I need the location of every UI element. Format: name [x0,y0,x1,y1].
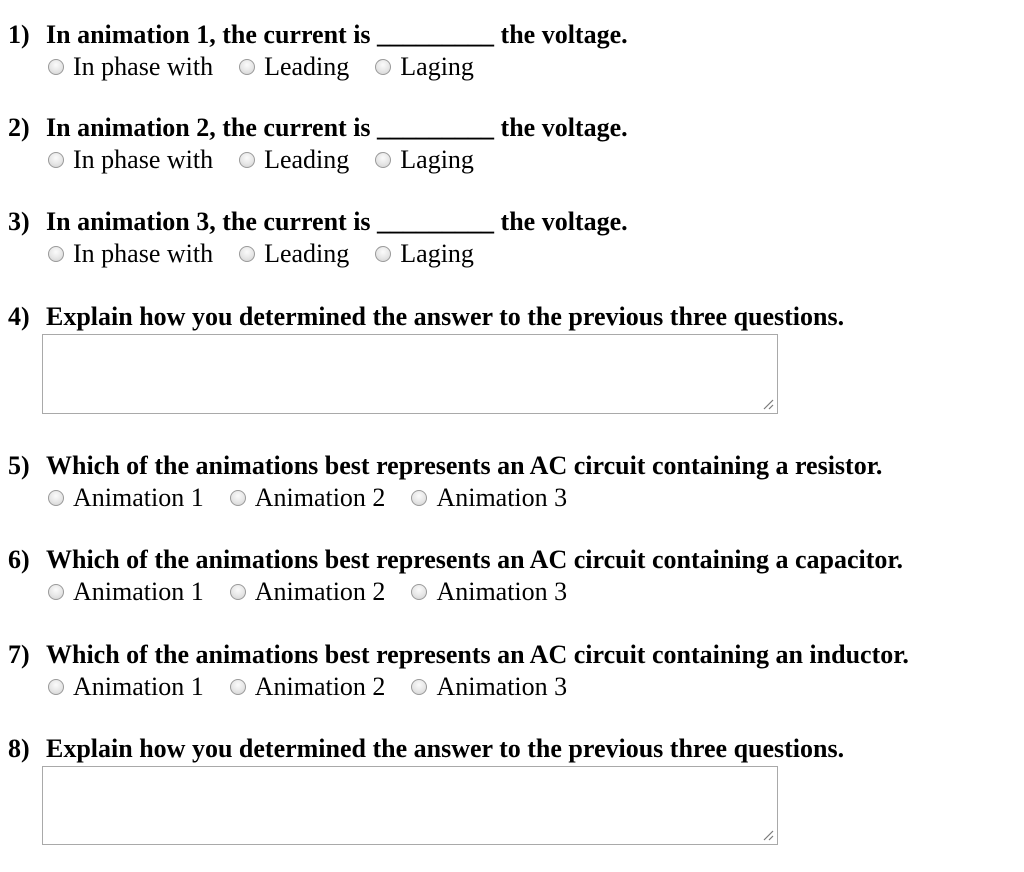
radio-button[interactable] [230,584,246,600]
question-prompt: In animation 1, the current is _________ the voltage. [46,20,628,49]
question-number: 1) [8,20,30,49]
option-label: Laging [400,145,474,174]
radio-button[interactable] [411,584,427,600]
question-2-options [46,145,628,175]
option-leading[interactable] [237,145,349,175]
radio-button[interactable] [230,490,246,506]
radio-button[interactable] [48,152,64,168]
option-label: In phase with [73,52,214,81]
option-animation-1[interactable] [46,483,204,513]
question-8 [8,734,844,764]
question-1-options [46,52,628,82]
radio-button[interactable] [48,59,64,75]
question-number: 7) [8,640,30,669]
option-label: Laging [400,52,474,81]
option-label: Leading [264,239,350,268]
question-6-options [46,577,903,607]
question-3-options [46,239,628,269]
question-3 [8,207,628,269]
radio-button[interactable] [48,490,64,506]
option-leading[interactable] [237,52,349,82]
option-in-phase-with[interactable] [46,145,213,175]
option-label: Animation 3 [436,672,568,701]
question-number: 4) [8,302,30,331]
radio-button[interactable] [239,152,255,168]
option-label: Animation 1 [73,483,204,512]
option-label: Leading [264,52,350,81]
radio-button[interactable] [239,59,255,75]
question-5-options [46,483,882,513]
question-4 [8,302,844,332]
question-prompt: In animation 2, the current is _________ the voltage. [46,113,628,142]
radio-button[interactable] [375,152,391,168]
question-1 [8,20,628,82]
radio-button[interactable] [411,679,427,695]
option-animation-1[interactable] [46,577,204,607]
option-label: Animation 1 [73,672,204,701]
option-label: Laging [400,239,474,268]
radio-button[interactable] [375,246,391,262]
explanation-textarea-1[interactable] [42,334,778,414]
option-animation-1[interactable] [46,672,204,702]
radio-button[interactable] [239,246,255,262]
option-label: Animation 2 [254,577,386,606]
question-8-text [8,734,844,764]
resize-grip-icon[interactable] [760,827,774,841]
resize-grip-icon[interactable] [760,396,774,410]
question-number: 3) [8,207,30,236]
question-4-text [8,302,844,332]
option-label: Animation 2 [254,483,386,512]
question-7 [8,640,909,702]
question-number: 8) [8,734,30,763]
question-prompt: In animation 3, the current is _________ the voltage. [46,207,628,236]
radio-button[interactable] [48,679,64,695]
option-animation-2[interactable] [228,483,386,513]
option-animation-3[interactable] [409,577,567,607]
option-leading[interactable] [237,239,349,269]
radio-button[interactable] [411,490,427,506]
question-7-options [46,672,909,702]
question-5 [8,451,882,513]
question-3-text [8,207,628,237]
radio-button[interactable] [48,584,64,600]
question-prompt: Explain how you determined the answer to the previous three questions. [46,734,845,763]
question-2-text [8,113,628,143]
explanation-textarea-2[interactable] [42,766,778,845]
option-in-phase-with[interactable] [46,239,213,269]
question-6 [8,545,903,607]
option-label: Animation 2 [254,672,386,701]
option-label: Animation 3 [436,483,568,512]
option-laging[interactable] [373,52,474,82]
question-number: 6) [8,545,30,574]
option-label: Animation 3 [436,577,568,606]
radio-button[interactable] [48,246,64,262]
option-label: Animation 1 [73,577,204,606]
question-prompt: Which of the animations best represents an AC circuit containing an inductor. [46,640,909,669]
option-label: In phase with [73,239,214,268]
question-prompt: Which of the animations best represents an AC circuit containing a resistor. [46,451,883,480]
question-number: 2) [8,113,30,142]
option-animation-2[interactable] [228,672,386,702]
question-6-text [8,545,903,575]
option-label: Leading [264,145,350,174]
option-in-phase-with[interactable] [46,52,213,82]
radio-button[interactable] [230,679,246,695]
option-animation-3[interactable] [409,672,567,702]
option-animation-3[interactable] [409,483,567,513]
question-number: 5) [8,451,30,480]
option-label: In phase with [73,145,214,174]
question-prompt: Explain how you determined the answer to the previous three questions. [46,302,845,331]
option-laging[interactable] [373,239,474,269]
radio-button[interactable] [375,59,391,75]
question-2 [8,113,628,175]
option-animation-2[interactable] [228,577,386,607]
question-7-text [8,640,909,670]
question-1-text [8,20,628,50]
option-laging[interactable] [373,145,474,175]
question-5-text [8,451,882,481]
question-prompt: Which of the animations best represents an AC circuit containing a capacitor. [46,545,904,574]
